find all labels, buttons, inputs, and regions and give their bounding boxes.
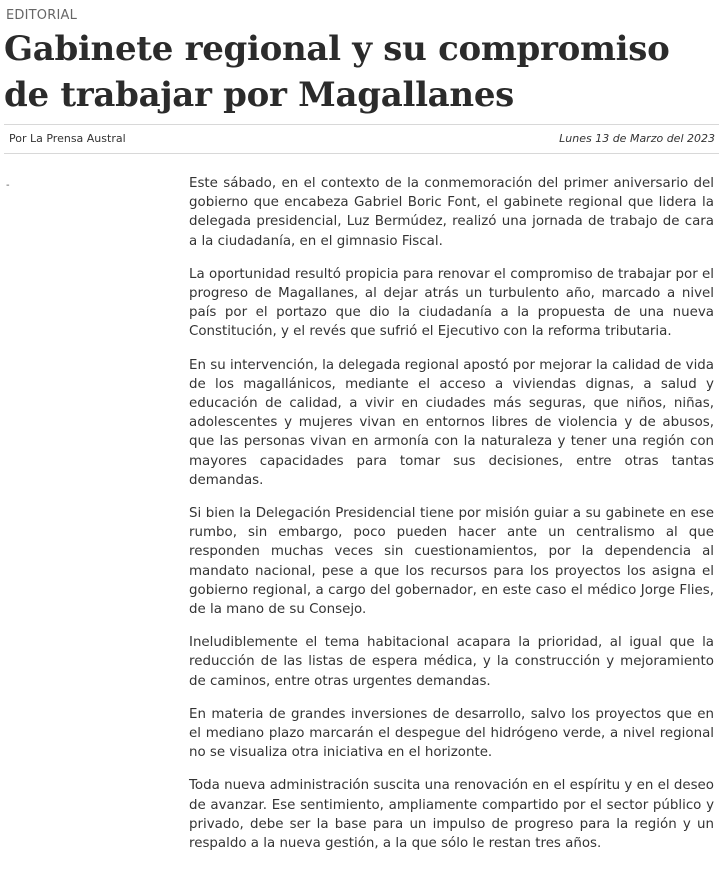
article-paragraph: Si bien la Delegación Presidencial tiene por misión guiar a su gabinete en ese rumbo, sin embargo, poco pueden hacer ante un centralismo al que responden muchas veces sin cuestionamientos, por la dependencia al mandato nacional, pese a que los recursos para los proyectos los asigna el gobierno regional, a cargo del gobernador, en este caso el médico Jorge Flies, de la mano de su Consejo. xyxy=(189,506,714,618)
section-label: EDITORIAL xyxy=(6,8,78,23)
publish-date: Lunes 13 de Marzo del 2023 xyxy=(559,132,715,145)
article-paragraph: Este sábado, en el contexto de la conmemoración del primer aniversario del gobierno que encabeza Gabriel Boric Font, el gabinete regional que lidera la delegada presidencial, Luz Bermúdez, realizó una jornada de trabajo de cara a la ciudadanía, en el gimnasio Fiscal. xyxy=(189,176,714,249)
article-paragraph: Ineludiblemente el tema habitacional acapara la prioridad, al igual que la reducción de las listas de espera médica, y la construcción y mejoramiento de caminos, entre otras urgentes demandas. xyxy=(189,635,714,689)
article-paragraph: En materia de grandes inversiones de desarrollo, salvo los proyectos que en el mediano plazo marcarán el despegue del hidrógeno verde, a nivel regional no se visualiza otra iniciativa en el horizonte. xyxy=(189,706,714,761)
sidebar-marker: - xyxy=(6,180,10,191)
article-body xyxy=(189,174,714,867)
article-paragraph: Toda nueva administración suscita una renovación en el espíritu y en el deseo de avanzar. Ese sentimiento, ampliamente compartido por el sector público y privado, debe ser la base para un impulso de progreso para la región y un respaldo a la nueva gestión, a la que sólo le restan tres años. xyxy=(189,778,714,852)
article-title: Gabinete regional y su compromiso de trabajar por Magallanes xyxy=(4,29,670,115)
author-byline: Por La Prensa Austral xyxy=(9,132,126,145)
article-meta-bar xyxy=(4,124,719,154)
article-paragraph: La oportunidad resultó propicia para renovar el compromiso de trabajar por el progreso de Magallanes, al dejar atrás un turbulento año, marcado a nivel país por el portazo que dio la ciudadanía a la propuesta de una nueva Constitución, y el revés que sufrió el Ejecutivo con la reforma tributaria. xyxy=(189,266,714,340)
article-paragraph: En su intervención, la delegada regional apostó por mejorar la calidad de vida de los magallánicos, mediante el acceso a viviendas dignas, a salud y educación de calidad, a vivir en ciudades más seguras, que niños, niñas, adolescentes y mujeres vivan en entornos libres de violencia y de abusos, que las personas vivan en armonía con la naturaleza y tener una región con mayores capacidades para tomar sus decisiones, entre otras tantas demandas. xyxy=(189,357,714,488)
